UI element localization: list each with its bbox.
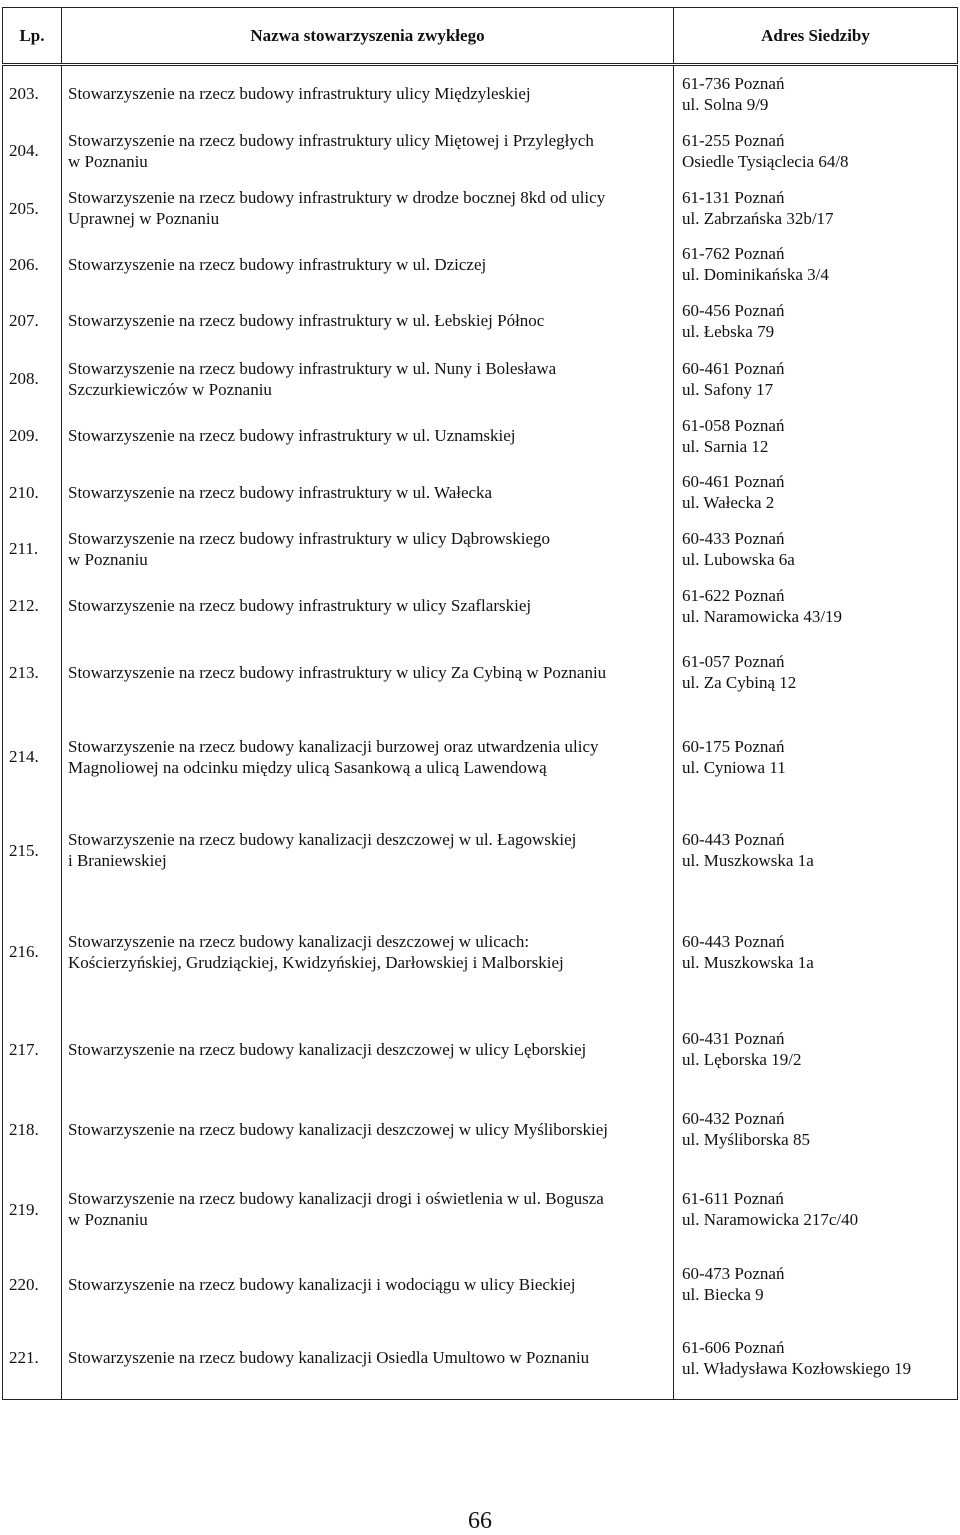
header-lp: Lp.: [3, 8, 62, 65]
association-name-line: Stowarzyszenie na rzecz budowy infrastruktury ulicy Miętowej i Przyległych: [68, 130, 594, 150]
row-number: 205.: [3, 180, 62, 237]
association-name: [62, 180, 674, 237]
address-line: 60-443 Poznań: [682, 931, 785, 951]
row-number: 213.: [3, 635, 62, 710]
address-line: ul. Safony 17: [682, 379, 774, 399]
table-row: [3, 1167, 958, 1252]
address-line: 60-443 Poznań: [682, 830, 785, 849]
association-address: [674, 521, 958, 577]
address-line: ul. Muszkowska 1a: [682, 952, 814, 972]
association-name: [62, 1092, 674, 1167]
address-line: 61-611 Poznań: [682, 1189, 784, 1208]
table-row: [3, 804, 958, 897]
association-name-line: Magnoliowej na odcinku między ulicą Sasankową a ulicą Lawendową: [68, 757, 547, 777]
association-address: [674, 65, 958, 122]
association-address: [674, 897, 958, 1007]
header-address: Adres Siedziby: [674, 8, 958, 65]
address-line: ul. Lubowska 6a: [682, 549, 795, 569]
association-name-line: Stowarzyszenie na rzecz budowy kanalizacji drogi i oświetlenia w ul. Bogusza: [68, 1189, 604, 1208]
address-line: ul. Za Cybiną 12: [682, 673, 797, 692]
row-number: 211.: [3, 521, 62, 577]
row-number: 212.: [3, 577, 62, 635]
address-line: ul. Solna 9/9: [682, 94, 769, 114]
association-name: [62, 122, 674, 180]
header-name: Nazwa stowarzyszenia zwykłego: [62, 8, 674, 65]
page-number: 66: [468, 1508, 492, 1534]
address-line: ul. Zabrzańska 32b/17: [682, 209, 834, 228]
address-line: 61-058 Poznań: [682, 415, 785, 435]
row-number: 209.: [3, 408, 62, 464]
address-line: 60-431 Poznań: [682, 1029, 785, 1048]
association-name-line: Stowarzyszenie na rzecz budowy infrastruktury ulicy Międzyleskiej: [68, 84, 531, 104]
association-name-line: Stowarzyszenie na rzecz budowy kanalizacji deszczowej w ul. Łagowskiej: [68, 830, 577, 849]
association-name-line: Stowarzyszenie na rzecz budowy infrastruktury w ulicy Dąbrowskiego: [68, 528, 550, 548]
address-line: ul. Myśliborska 85: [682, 1130, 810, 1149]
address-line: 60-461 Poznań: [682, 358, 785, 378]
table-body: [3, 65, 958, 1400]
association-name: [62, 804, 674, 897]
table-row: [3, 122, 958, 180]
row-number: 218.: [3, 1092, 62, 1167]
association-name: [62, 635, 674, 710]
association-name-line: Stowarzyszenie na rzecz budowy kanalizacji deszczowej w ulicy Lęborskiej: [68, 1039, 587, 1059]
association-name-line: Stowarzyszenie na rzecz budowy infrastruktury w ulicy Szaflarskiej: [68, 596, 532, 615]
association-name-line: Stowarzyszenie na rzecz budowy infrastruktury w ul. Nuny i Bolesława: [68, 358, 557, 378]
association-address: [674, 577, 958, 635]
address-line: ul. Sarnia 12: [682, 436, 769, 456]
table-row: [3, 350, 958, 408]
association-address: [674, 635, 958, 710]
row-number: 217.: [3, 1007, 62, 1092]
association-address: [674, 710, 958, 804]
association-name-line: Stowarzyszenie na rzecz budowy infrastruktury w ul. Łebskiej Północ: [68, 311, 545, 330]
table-row: [3, 1252, 958, 1317]
table-row: [3, 237, 958, 292]
association-name: [62, 237, 674, 292]
address-line: ul. Muszkowska 1a: [682, 851, 814, 870]
address-line: 60-432 Poznań: [682, 1109, 785, 1128]
row-number: 208.: [3, 350, 62, 408]
address-line: 60-175 Poznań: [682, 736, 785, 756]
row-number: 221.: [3, 1317, 62, 1400]
table-row: [3, 408, 958, 464]
association-address: [674, 1092, 958, 1167]
address-line: ul. Naramowicka 217c/40: [682, 1210, 859, 1229]
association-address: [674, 408, 958, 464]
association-name-line: Kościerzyńskiej, Grudziąckiej, Kwidzyńskiej, Darłowskiej i Malborskiej: [68, 952, 564, 972]
association-name: [62, 1317, 674, 1400]
table-row: [3, 180, 958, 237]
association-address: [674, 237, 958, 292]
row-number: 220.: [3, 1252, 62, 1317]
association-address: [674, 464, 958, 521]
association-name: [62, 577, 674, 635]
row-number: 204.: [3, 122, 62, 180]
association-name: [62, 710, 674, 804]
association-name-line: Stowarzyszenie na rzecz budowy infrastruktury w drodze bocznej 8kd od ulicy: [68, 188, 606, 207]
table-header-row: [3, 8, 958, 65]
association-name: [62, 1167, 674, 1252]
association-name-line: Stowarzyszenie na rzecz budowy kanalizacji burzowej oraz utwardzenia ulicy: [68, 736, 599, 756]
address-line: ul. Cyniowa 11: [682, 757, 786, 777]
address-line: ul. Biecka 9: [682, 1285, 764, 1304]
association-address: [674, 180, 958, 237]
address-line: ul. Lęborska 19/2: [682, 1050, 802, 1069]
associations-table: [2, 7, 958, 1400]
address-line: 61-255 Poznań: [682, 130, 785, 150]
row-number: 206.: [3, 237, 62, 292]
association-name-line: Stowarzyszenie na rzecz budowy infrastruktury w ul. Uznamskiej: [68, 426, 516, 445]
association-address: [674, 1317, 958, 1400]
association-name: [62, 65, 674, 122]
address-line: 61-057 Poznań: [682, 652, 785, 671]
association-name-line: i Braniewskiej: [68, 851, 167, 870]
address-line: ul. Władysława Kozłowskiego 19: [682, 1358, 912, 1378]
association-name-line: Stowarzyszenie na rzecz budowy kanalizacji Osiedla Umultowo w Poznaniu: [68, 1348, 590, 1368]
address-line: ul. Dominikańska 3/4: [682, 265, 829, 284]
association-address: [674, 1252, 958, 1317]
table-row: [3, 1007, 958, 1092]
address-line: 61-131 Poznań: [682, 188, 785, 207]
row-number: 215.: [3, 804, 62, 897]
association-name-line: w Poznaniu: [68, 1210, 148, 1229]
association-name-line: Stowarzyszenie na rzecz budowy kanalizacji deszczowej w ulicach:: [68, 931, 530, 951]
association-name-line: Stowarzyszenie na rzecz budowy kanalizacji deszczowej w ulicy Myśliborskiej: [68, 1119, 609, 1139]
row-number: 219.: [3, 1167, 62, 1252]
association-name-line: Stowarzyszenie na rzecz budowy kanalizacji i wodociągu w ulicy Bieckiej: [68, 1274, 576, 1294]
table-row: [3, 1092, 958, 1167]
association-name-line: Szczurkiewiczów w Poznaniu: [68, 379, 272, 399]
address-line: 61-736 Poznań: [682, 73, 785, 93]
table-row: [3, 1317, 958, 1400]
table-row: [3, 635, 958, 710]
association-name-line: Stowarzyszenie na rzecz budowy infrastruktury w ulicy Za Cybiną w Poznaniu: [68, 662, 607, 682]
row-number: 207.: [3, 292, 62, 350]
association-name-line: Stowarzyszenie na rzecz budowy infrastruktury w ul. Dziczej: [68, 254, 487, 274]
association-name-line: Stowarzyszenie na rzecz budowy infrastruktury w ul. Wałecka: [68, 482, 493, 502]
address-line: 61-622 Poznań: [682, 585, 785, 605]
association-name: [62, 464, 674, 521]
association-name-line: w Poznaniu: [68, 151, 148, 171]
address-line: ul. Wałecka 2: [682, 493, 775, 512]
association-address: [674, 1167, 958, 1252]
address-line: 61-606 Poznań: [682, 1337, 785, 1357]
table-row: [3, 577, 958, 635]
address-line: Osiedle Tysiąclecia 64/8: [682, 151, 849, 171]
address-line: ul. Łebska 79: [682, 321, 775, 341]
association-name: [62, 1252, 674, 1317]
association-name: [62, 1007, 674, 1092]
address-line: ul. Naramowicka 43/19: [682, 606, 843, 626]
association-name: [62, 521, 674, 577]
association-address: [674, 350, 958, 408]
association-name-line: w Poznaniu: [68, 549, 148, 569]
association-name: [62, 292, 674, 350]
association-name: [62, 408, 674, 464]
association-name: [62, 897, 674, 1007]
table-row: [3, 65, 958, 122]
association-address: [674, 292, 958, 350]
association-address: [674, 122, 958, 180]
table-row: [3, 292, 958, 350]
address-line: 60-473 Poznań: [682, 1264, 785, 1283]
table-row: [3, 897, 958, 1007]
address-line: 60-461 Poznań: [682, 472, 785, 491]
association-address: [674, 1007, 958, 1092]
table-row: [3, 710, 958, 804]
row-number: 210.: [3, 464, 62, 521]
row-number: 214.: [3, 710, 62, 804]
row-number: 203.: [3, 65, 62, 122]
address-line: 61-762 Poznań: [682, 244, 785, 263]
association-address: [674, 804, 958, 897]
table-row: [3, 464, 958, 521]
address-line: 60-433 Poznań: [682, 528, 785, 548]
address-line: 60-456 Poznań: [682, 300, 785, 320]
row-number: 216.: [3, 897, 62, 1007]
association-name: [62, 350, 674, 408]
association-name-line: Uprawnej w Poznaniu: [68, 209, 220, 228]
table-row: [3, 521, 958, 577]
